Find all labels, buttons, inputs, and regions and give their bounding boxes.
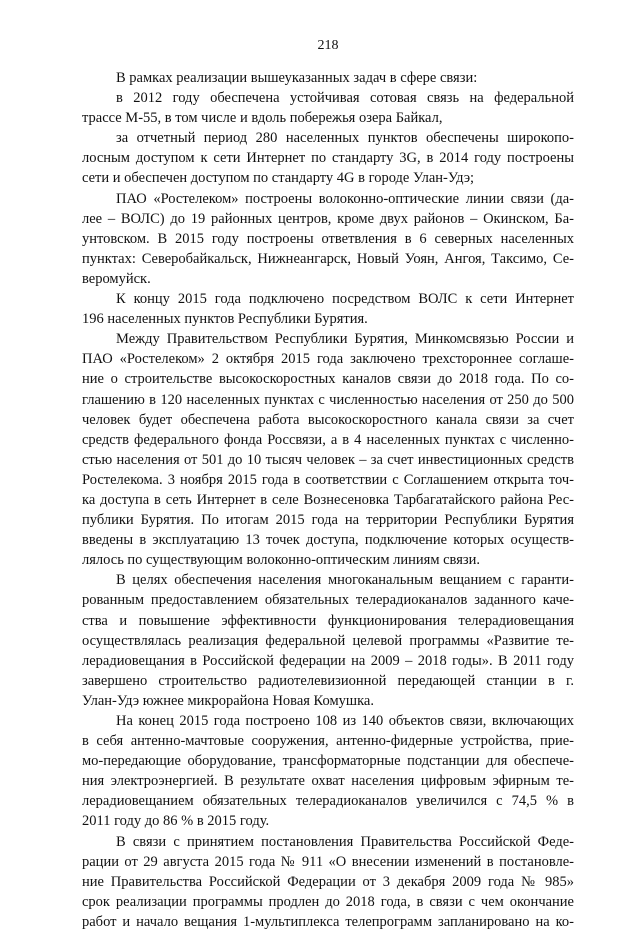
text-line: завершено строительство радиотелевизионной передающей станции в г. [82,672,574,689]
text-line: ние о строительстве высокоскоростных каналов связи до 2018 года. По со- [82,371,574,388]
text-line: В целях обеспечения населения многоканальным вещанием с гаранти- [116,572,574,589]
text-line: В рамках реализации вышеуказанных задач в сфере связи: [116,70,478,86]
text-line: 2011 году до 86 % в 2015 году. [82,813,270,830]
text-line: Ростелекома. 3 ноября 2015 года в соответствии с Соглашением открыта точ- [82,471,574,488]
text-line: лерадиовещания в Российской федерации на 2009 – 2018 годы». В 2011 году [82,652,574,669]
text-line: лее – ВОЛС) до 19 районных центров, кроме двух районов – Окинском, Ба- [82,210,574,227]
text-line: работ и начало вещания 1-мультиплекса телепрограмм запланировано на ко- [82,913,574,930]
text-line: лосным доступом к сети Интернет по стандарту 3G, в 2014 году построены [82,150,574,167]
text-line: ние Правительства Российской Федерации от 3 декабря 2009 года № 985» [82,873,574,890]
text-line: ПАО «Ростелеком» построены волоконно-оптические линии связи (да- [116,190,574,207]
text-line: В связи с принятием постановления Правительства Российской Феде- [116,833,574,850]
text-line: введены в эксплуатацию 13 точек доступа, подключение которых осуществ- [82,532,574,549]
text-line: 196 населенных пунктов Республики Бурятия. [82,311,368,328]
text-line: К концу 2015 года подключено посредством ВОЛС к сети Интернет [116,291,574,308]
text-line: публики Бурятия. По итогам 2015 года на территории Республики Бурятия [82,512,574,529]
text-line: мо-передающие оборудование, трансформаторные подстанции для обеспече- [82,753,574,770]
text-line: Между Правительством Республики Бурятия, Минкомсвязью России и [116,331,574,348]
text-line: средств федерального фонда Россвязи, а в 4 населенных пунктах с численно- [82,431,574,448]
text-line: рованным предоставлением обязательных телерадиоканалов заданного каче- [82,592,574,609]
text-line: На конец 2015 года построено 108 из 140 объектов связи, включающих [116,713,574,729]
text-line: сети и обеспечен доступом по стандарту 4G в городе Улан-Удэ; [82,170,475,187]
text-line: за отчетный период 280 населенных пунктов обеспечены широкопо- [116,130,574,147]
text-line: веромуйск. [82,270,151,287]
text-line: лялось по существующим волоконно-оптическим линиям связи. [82,552,480,569]
text-line: ства и повышение эффективности функционирования телерадиовещания [82,612,574,629]
text-line: пунктах: Северобайкальск, Нижнеангарск, Новый Уоян, Ангоя, Таксимо, Се- [82,250,574,267]
text-line: ка доступа в сеть Интернет в селе Вознесеновка Тарбагатайского района Рес- [82,491,574,508]
text-line: ПАО «Ростелеком» 2 октября 2015 года заключено трехстороннее соглаше- [82,351,574,368]
body-text [82,68,574,932]
text-line: стью населения от 501 до 10 тысяч человек – за счет инвестиционных средств [82,451,574,468]
text-line: глашению в 120 населенных пунктах с численностью населения от 250 до 500 [82,391,574,408]
text-line: в 2012 году обеспечена устойчивая сотовая связь на федеральной [116,90,574,107]
text-line: лерадиовещанием обязательных телерадиоканалов увеличился с 74,5 % в [82,793,574,810]
text-line: осуществлялась реализация федеральной целевой программы «Развитие те- [82,632,574,649]
text-line: рации от 29 августа 2015 года № 911 «О внесении изменений в постановле- [82,853,574,870]
text-line: унтовском. В 2015 году построены ответвления в 6 северных населенных [82,230,574,247]
text-line: в себя антенно-мачтовые сооружения, антенно-фидерные устройства, прие- [82,733,574,750]
text-line: срок реализации программы продлен до 2018 года, в связи с чем окончание [82,893,574,910]
page-number: 218 [317,38,339,53]
text-line: Улан-Удэ южнее микрорайона Новая Комушка. [82,692,374,709]
text-line: человек будет обеспечена работа высокоскоростного канала связи за счет [82,411,574,428]
text-line: трассе М-55, в том числе и вдоль побережья озера Байкал, [82,110,443,127]
text-line: ния электроэнергией. В результате охват населения цифровым эфирным те- [82,773,574,790]
